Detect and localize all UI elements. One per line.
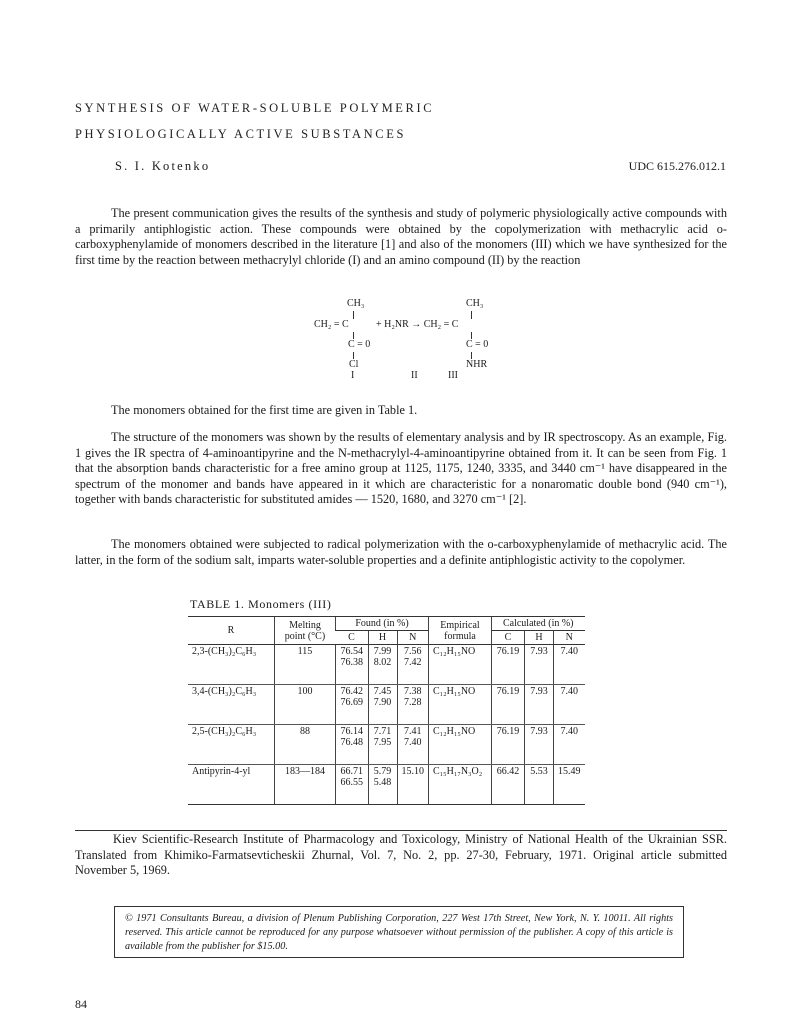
cell-mp: 183—184 [275,765,336,805]
monomers-paragraph: The monomers obtained for the first time are given in Table 1. [111,403,418,417]
cell-formula: C₁₂H₁₅NO [429,645,492,685]
cell-calc-n: 7.40 [554,645,585,685]
reaction-scheme [300,295,530,385]
header-r: R [188,617,275,645]
header-found: Found (in %) [336,617,429,631]
scheme-bond-line [353,352,354,359]
article-title-line-2: PHYSIOLOGICALLY ACTIVE SUBSTANCES [75,127,407,141]
scheme-ch3-left: CH₃ [347,298,365,309]
header-calc-n: N [554,631,585,645]
cell-found-n: 7.38 7.28 [397,685,429,725]
scheme-bond-line [353,332,354,339]
cell-calc-n: 7.40 [554,685,585,725]
cell-r: 3,4-(CH₃)₂C₆H₃ [188,685,275,725]
scheme-label-i: I [351,370,355,381]
cell-formula: C₁₂H₁₅NO [429,725,492,765]
header-found-n: N [397,631,429,645]
cell-found-n: 15.10 [397,765,429,805]
cell-found-h: 7.71 7.95 [368,725,397,765]
cell-calc-c: 76.19 [492,725,525,765]
cell-r: 2,5-(CH₃)₂C₆H₃ [188,725,275,765]
header-found-c: C [336,631,369,645]
cell-r: Antipyrin-4-yl [188,765,275,805]
table-row [188,725,585,765]
cell-formula: C₁₂H₁₅NO [429,685,492,725]
scheme-bond-line [471,352,472,359]
structure-paragraph: The structure of the monomers was shown by the results of elementary analysis and by IR spectroscopy. As an example, Fig. 1 gives the IR spectra of 4-aminoantipyrine and the N-methacrylyl-4-aminoantipyrine obtained from it. It can be seen from Fig. 1 that the absorption bands characteristic for a free amino group at 1125, 1175, 1240, 3335, and 3440 cm⁻¹ have disappeared in the spectrum of the monomer and bands have appeared in it which are characteristic for a nonaromatic double bond (940 cm⁻¹), together with bands characteristic for substituted amides — 1520, 1680, and 3270 cm⁻¹ [2]. [75,430,727,506]
cell-found-h: 7.99 8.02 [368,645,397,685]
cell-calc-c: 76.19 [492,645,525,685]
scheme-carbonyl-left: C = 0 [348,339,371,350]
cell-calc-n: 7.40 [554,725,585,765]
scheme-label-iii: III [448,370,458,381]
cell-found-c: 76.42 76.69 [336,685,369,725]
scheme-bond-line [471,332,472,339]
cell-calc-h: 7.93 [525,725,554,765]
scheme-nhr: NHR [466,359,488,370]
scheme-ch2-left: CH₂ = C [314,319,349,330]
header-calc-h: H [525,631,554,645]
udc-code: UDC 615.276.012.1 [628,159,726,173]
cell-mp: 115 [275,645,336,685]
header-calc-c: C [492,631,525,645]
cell-found-h: 7.45 7.90 [368,685,397,725]
cell-formula: C₁₅H₁₇N₃O₂ [429,765,492,805]
scheme-reagent: + H₂NR → CH₂ = C [376,319,459,330]
cell-found-c: 76.54 76.38 [336,645,369,685]
intro-paragraph: The present communication gives the results of the synthesis and study of polymeric physiologically active compounds with a primarily antiphlogistic action. These compounds were obtained by the copolymerization with methacrylic acid o-carboxyphenylamide of monomers described in the literature [1] and also of the monomers (III) which we have synthesized for the first time by the reaction between methacrylyl chloride (I) and an amino compound (II) by the reaction [75,206,727,267]
table-row [188,765,585,805]
monomers-table [188,616,585,805]
cell-found-n: 7.56 7.42 [397,645,429,685]
scheme-ch3-right: CH₃ [466,298,484,309]
cell-r: 2,3-(CH₃)₂C₆H₃ [188,645,275,685]
header-melting-point: Melting point (°C) [275,617,336,645]
cell-calc-h: 7.93 [525,645,554,685]
page-number: 84 [75,997,87,1011]
copyright-box: © 1971 Consultants Bureau, a division of Plenum Publishing Corporation, 227 West 17th Street, New York, N. Y. 10011. All rights reserved. This article cannot be reproduced for any purpose whatsoever without permission of the publisher. A copy of this article is available from the publisher for $15.00. [114,906,684,958]
table-caption: TABLE 1. Monomers (III) [190,597,332,611]
scheme-bond-line [471,311,472,319]
cell-found-c: 76.14 76.48 [336,725,369,765]
table-row [188,685,585,725]
header-formula: Empirical formula [429,617,492,645]
cell-found-c: 66.71 66.55 [336,765,369,805]
header-found-h: H [368,631,397,645]
table-row [188,645,585,685]
cell-calc-n: 15.49 [554,765,585,805]
scheme-cl: Cl [349,359,359,370]
affiliation-footnote: Kiev Scientific-Research Institute of Pharmacology and Toxicology, Ministry of National Health of the Ukrainian SSR. Translated from Khimiko-Farmatsevticheskii Zhurnal, Vol. 7, No. 2, pp. 27-30, February, 1971. Original article submitted November 5, 1969. [75,832,727,877]
cell-calc-c: 76.19 [492,685,525,725]
scheme-label-ii: II [411,370,418,381]
cell-mp: 88 [275,725,336,765]
cell-found-n: 7.41 7.40 [397,725,429,765]
cell-calc-c: 66.42 [492,765,525,805]
footnote-rule [75,830,727,831]
author-name: S. I. Kotenko [115,159,211,173]
cell-found-h: 5.79 5.48 [368,765,397,805]
scheme-carbonyl-right: C = 0 [466,339,489,350]
scheme-bond-line [353,311,354,319]
cell-calc-h: 5.53 [525,765,554,805]
header-calculated: Calculated (in %) [492,617,585,631]
cell-mp: 100 [275,685,336,725]
article-title-line-1: SYNTHESIS OF WATER-SOLUBLE POLYMERIC [75,101,435,115]
cell-calc-h: 7.93 [525,685,554,725]
polymerization-paragraph: The monomers obtained were subjected to radical polymerization with the o-carboxyphenylamide of methacrylic acid. The latter, in the form of the sodium salt, imparts water-soluble properties and a definite antiphlogistic activity to the copolymer. [75,537,727,567]
